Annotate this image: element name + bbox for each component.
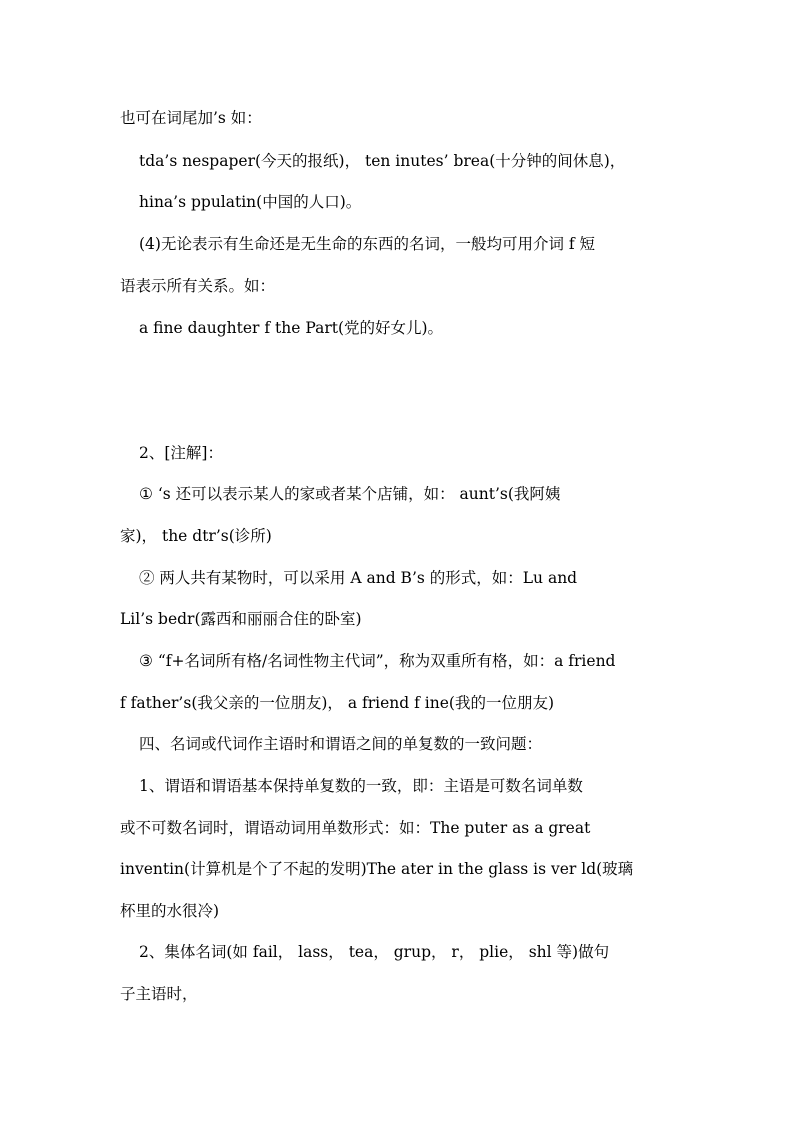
text-line-20: 子主语时， [120, 985, 198, 1003]
text-line-18: 杯里的水很冷) [120, 902, 220, 920]
text-line-11: Lil’s bedr(露西和丽丽合住的卧室) [120, 610, 362, 628]
section-heading-agreement: 四、名词或代词作主语时和谓语之间的单复数的一致问题： [139, 735, 543, 753]
text-line-17: inventin(计算机是个了不起的发明)The ater in the glass is ver ld(玻璃 [120, 860, 634, 878]
text-line-5: 语表示所有关系。如： [120, 277, 276, 295]
text-line-2: tda’s nespaper(今天的报纸)， ten inutes’ brea(十分钟的间休息)， [139, 152, 626, 170]
text-line-3: hina’s ppulatin(中国的人口)。 [139, 193, 362, 211]
text-line-12: ③ “f+名词所有格/名词性物主代词”，称为双重所有格，如：a friend [139, 652, 616, 670]
text-line-15: 1、谓语和谓语基本保持单复数的一致，即：主语是可数名词单数 [139, 777, 583, 795]
text-line-6: a fine daughter f the Part(党的好女儿)。 [139, 319, 444, 337]
text-line-8: ① ‘s 还可以表示某人的家或者某个店铺，如： aunt’s(我阿姨 [139, 485, 561, 503]
text-line-4: (4)无论表示有生命还是无生命的东西的名词，一般均可用介词 f 短 [139, 235, 596, 253]
text-line-1: 也可在词尾加’s 如： [120, 109, 262, 127]
section-heading-notes: 2、[注解]： [139, 444, 223, 462]
text-line-19: 2、集体名词(如 fail， lass， tea， grup， r， plie， shl 等)做句 [139, 943, 610, 961]
text-line-16: 或不可数名词时，谓语动词用单数形式：如：The puter as a great [120, 819, 591, 837]
text-line-9: 家)， the dtr’s(诊所) [120, 527, 272, 545]
text-line-10: ② 两人共有某物时，可以采用 A and B’s 的形式，如：Lu and [139, 569, 578, 587]
text-line-13: f father’s(我父亲的一位朋友)， a friend f ine(我的一位朋友) [120, 694, 554, 712]
